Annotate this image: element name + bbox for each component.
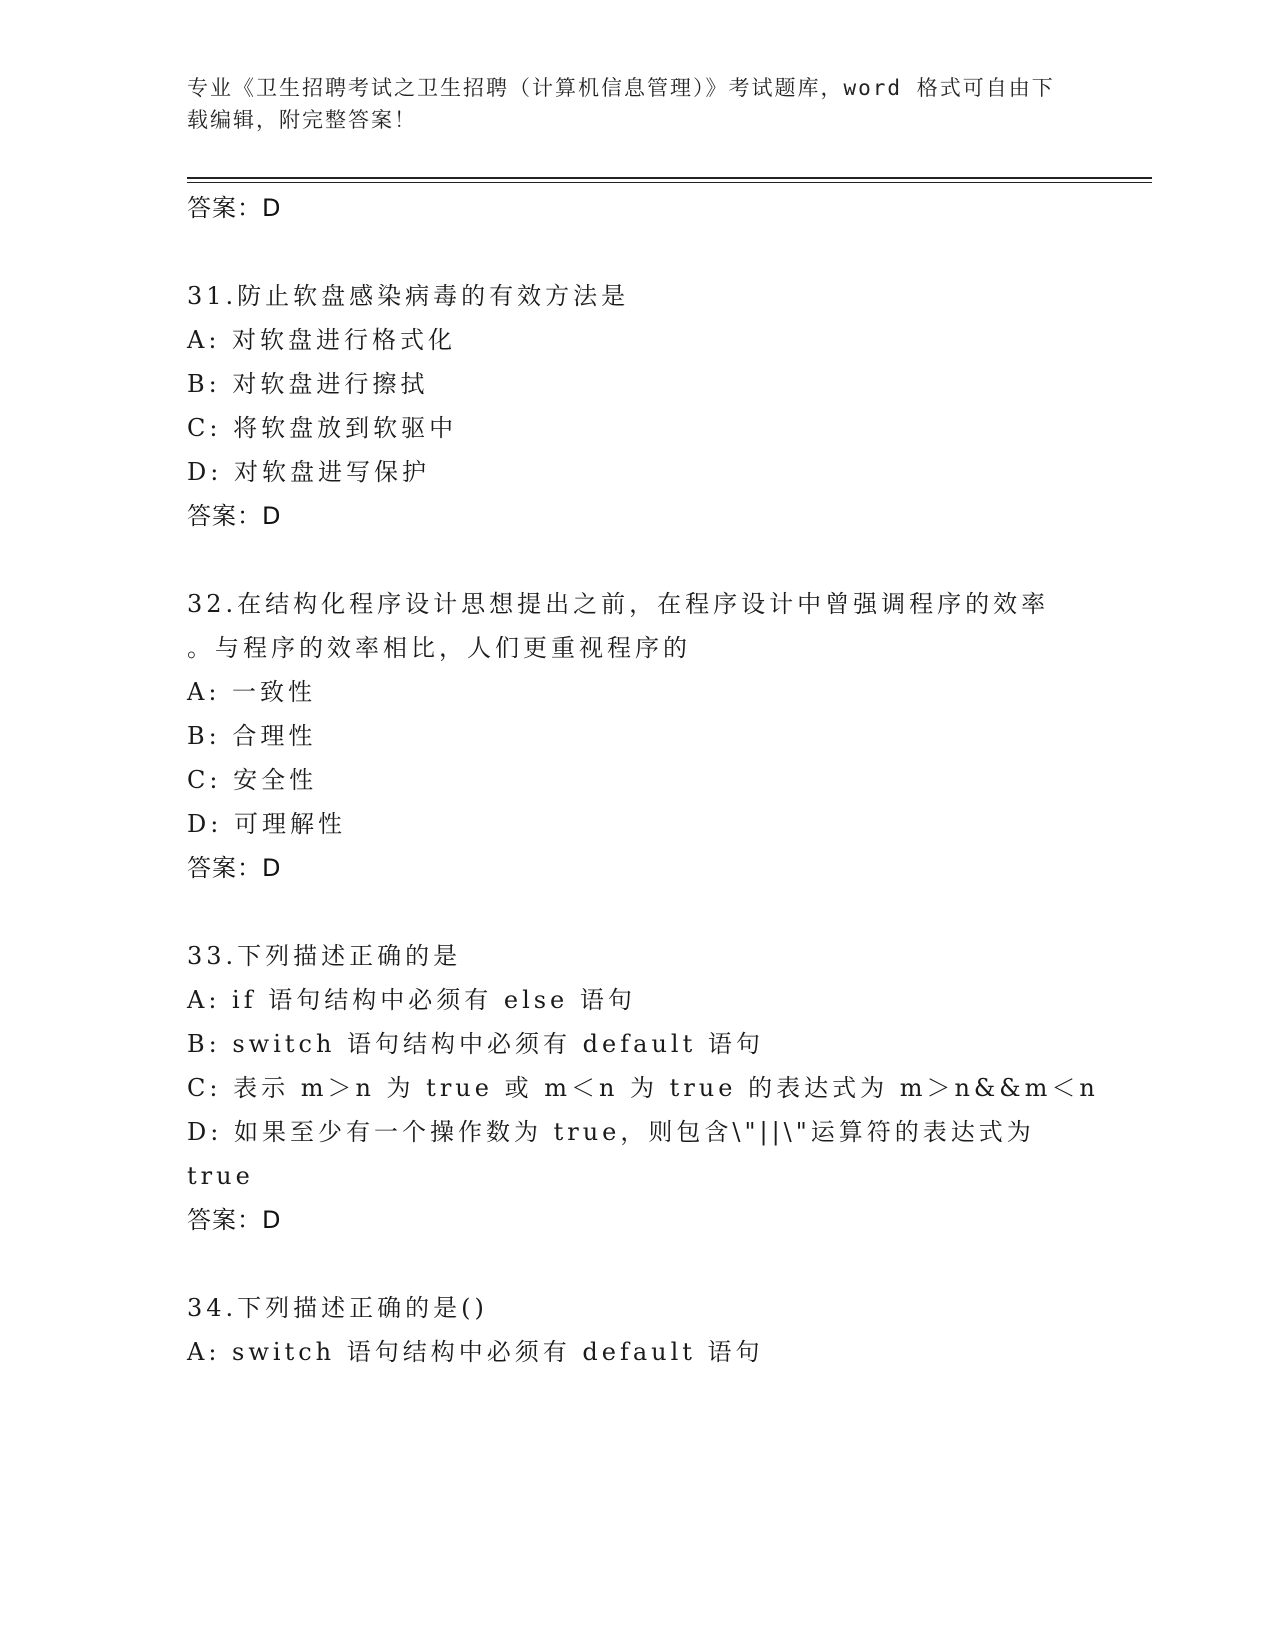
document-header: 专业《卫生招聘考试之卫生招聘（计算机信息管理）》考试题库，word 格式可自由下载编辑，附完整答案！ bbox=[187, 76, 1055, 132]
option-b: B: 合理性 bbox=[187, 722, 317, 750]
option-d: D: 如果至少有一个操作数为 true，则包含\"||\"运算符的表达式为 bbox=[187, 1118, 1035, 1146]
option-b: B: 对软盘进行擦拭 bbox=[187, 370, 429, 398]
option-a: A: switch 语句结构中必须有 default 语句 bbox=[187, 1338, 764, 1366]
option-c: C: 表示 m＞n 为 true 或 m＜n 为 true 的表达式为 m＞n&&m＜n bbox=[187, 1074, 1099, 1102]
header-divider-thin bbox=[187, 182, 1152, 183]
option-a: A: 对软盘进行格式化 bbox=[187, 326, 457, 354]
question-stem-continued: 。与程序的效率相比，人们更重视程序的 bbox=[187, 634, 691, 662]
question-stem: 31.防止软盘感染病毒的有效方法是 bbox=[187, 282, 630, 310]
answer-line: 答案：D bbox=[187, 854, 282, 882]
answer-line: 答案：D bbox=[187, 194, 282, 222]
answer-line: 答案：D bbox=[187, 502, 282, 530]
question-stem: 34.下列描述正确的是() bbox=[187, 1294, 488, 1322]
question-stem: 32.在结构化程序设计思想提出之前，在程序设计中曾强调程序的效率 bbox=[187, 590, 1050, 618]
option-a: A: if 语句结构中必须有 else 语句 bbox=[187, 986, 636, 1014]
option-d: D: 对软盘进写保护 bbox=[187, 458, 430, 486]
option-d: D: 可理解性 bbox=[187, 810, 346, 838]
option-d-continued: true bbox=[187, 1162, 254, 1190]
option-b: B: switch 语句结构中必须有 default 语句 bbox=[187, 1030, 764, 1058]
answer-line: 答案：D bbox=[187, 1206, 282, 1234]
option-c: C: 将软盘放到软驱中 bbox=[187, 414, 458, 442]
question-stem: 33.下列描述正确的是 bbox=[187, 942, 462, 970]
header-divider bbox=[187, 177, 1152, 179]
option-a: A: 一致性 bbox=[187, 678, 317, 706]
option-c: C: 安全性 bbox=[187, 766, 318, 794]
